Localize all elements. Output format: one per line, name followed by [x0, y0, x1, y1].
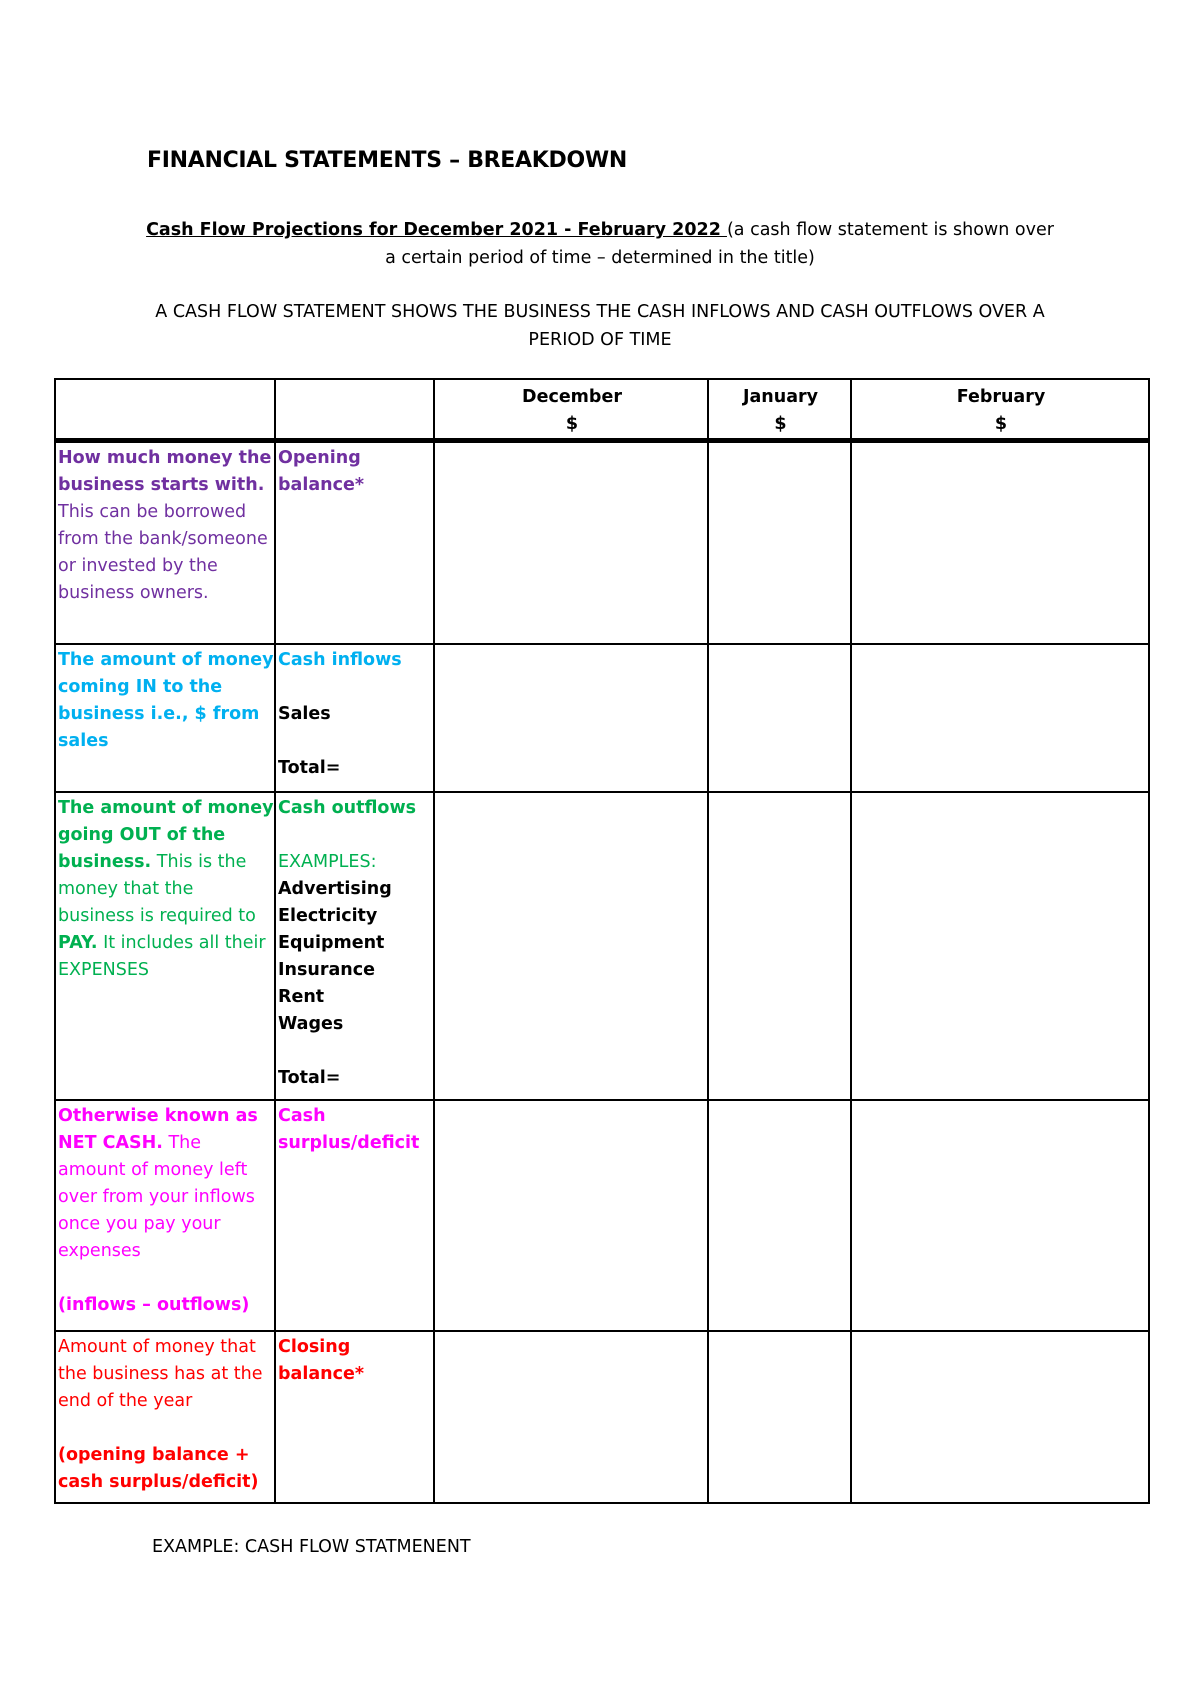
outflows-item: Advertising — [278, 878, 392, 899]
december-cell[interactable] — [434, 792, 708, 1100]
february-cell[interactable] — [851, 1100, 1149, 1331]
outflows-desc-bold: The amount of money going OUT of the business. — [58, 797, 274, 872]
closing-label: Closing balance* — [275, 1331, 434, 1503]
cash-flow-table — [54, 378, 1150, 1504]
outflows-label-cell — [275, 792, 434, 1100]
net-description — [55, 1100, 275, 1331]
inflows-description: The amount of money coming IN to the business i.e., $ from sales — [55, 644, 275, 792]
february-cell[interactable] — [851, 441, 1149, 644]
header-february — [851, 379, 1149, 441]
closing-description — [55, 1331, 275, 1503]
december-cell[interactable] — [434, 644, 708, 792]
column-unit: $ — [565, 414, 579, 434]
header-december — [434, 379, 708, 441]
page-title: FINANCIAL STATEMENTS – BREAKDOWN — [147, 148, 627, 173]
subtitle — [140, 216, 1060, 272]
january-cell[interactable] — [708, 644, 851, 792]
outflows-item: Insurance — [278, 959, 375, 980]
subtitle-heading: Cash Flow Projections for December 2021 - February 2022 — [146, 220, 727, 240]
closing-formula: (opening balance + cash surplus/deficit) — [58, 1444, 259, 1492]
december-cell[interactable] — [434, 1331, 708, 1503]
outflows-total: Total= — [278, 1067, 341, 1088]
column-month: February — [956, 387, 1046, 407]
outflows-item: Electricity — [278, 905, 378, 926]
december-cell[interactable] — [434, 1100, 708, 1331]
inflows-label-cell — [275, 644, 434, 792]
opening-description — [55, 441, 275, 644]
outflows-examples-label: EXAMPLES: — [278, 851, 377, 872]
outflows-desc-mid: This is the money that the business is required to — [58, 851, 256, 926]
table-row-cash-outflows — [55, 792, 1149, 1100]
intro-text: A CASH FLOW STATEMENT SHOWS THE BUSINESS THE CASH INFLOWS AND CASH OUTFLOWS OVER A PERIOD OF TIME — [155, 302, 1045, 350]
table-header-row — [55, 379, 1149, 441]
header-empty-cell — [55, 379, 275, 441]
column-month: January — [742, 387, 819, 407]
net-desc-bold: Otherwise known as NET CASH. — [58, 1105, 258, 1153]
header-january — [708, 379, 851, 441]
february-cell[interactable] — [851, 792, 1149, 1100]
february-cell[interactable] — [851, 1331, 1149, 1503]
inflows-item-sales: Sales — [278, 703, 331, 724]
footer-caption: EXAMPLE: CASH FLOW STATMENENT — [152, 1537, 471, 1557]
net-desc-rest: The amount of money left over from your inflows once you pay your expenses — [58, 1132, 255, 1261]
outflows-desc-end: It includes all their EXPENSES — [58, 932, 266, 980]
closing-desc: Amount of money that the business has at the end of the year — [58, 1336, 263, 1411]
outflows-item: Wages — [278, 1013, 344, 1034]
outflows-desc-pay: PAY. — [58, 932, 98, 953]
net-label: Cash surplus/deficit — [275, 1100, 434, 1331]
inflows-total: Total= — [278, 757, 341, 778]
subtitle-note: (a cash flow statement is shown over a certain period of time – determined in the title) — [385, 220, 1054, 268]
outflows-item: Equipment — [278, 932, 385, 953]
column-month: December — [522, 387, 622, 407]
february-cell[interactable] — [851, 644, 1149, 792]
header-empty-cell — [275, 379, 434, 441]
column-unit: $ — [774, 414, 787, 434]
january-cell[interactable] — [708, 1100, 851, 1331]
outflows-item: Rent — [278, 986, 325, 1007]
net-formula: (inflows – outflows) — [58, 1294, 250, 1315]
inflows-label: Cash inflows — [278, 649, 402, 670]
opening-desc-bold: How much money the business starts with. — [58, 448, 272, 495]
table-row-cash-surplus-deficit — [55, 1100, 1149, 1331]
opening-desc-rest: This can be borrowed from the bank/someone or invested by the business owners. — [58, 502, 268, 603]
table-row-cash-inflows — [55, 644, 1149, 792]
january-cell[interactable] — [708, 792, 851, 1100]
column-unit: $ — [994, 414, 1008, 434]
opening-label: Opening balance* — [275, 441, 434, 644]
outflows-description — [55, 792, 275, 1100]
december-cell[interactable] — [434, 441, 708, 644]
table-row-opening-balance — [55, 441, 1149, 644]
january-cell[interactable] — [708, 441, 851, 644]
outflows-label: Cash outflows — [278, 797, 417, 818]
january-cell[interactable] — [708, 1331, 851, 1503]
table-row-closing-balance — [55, 1331, 1149, 1503]
